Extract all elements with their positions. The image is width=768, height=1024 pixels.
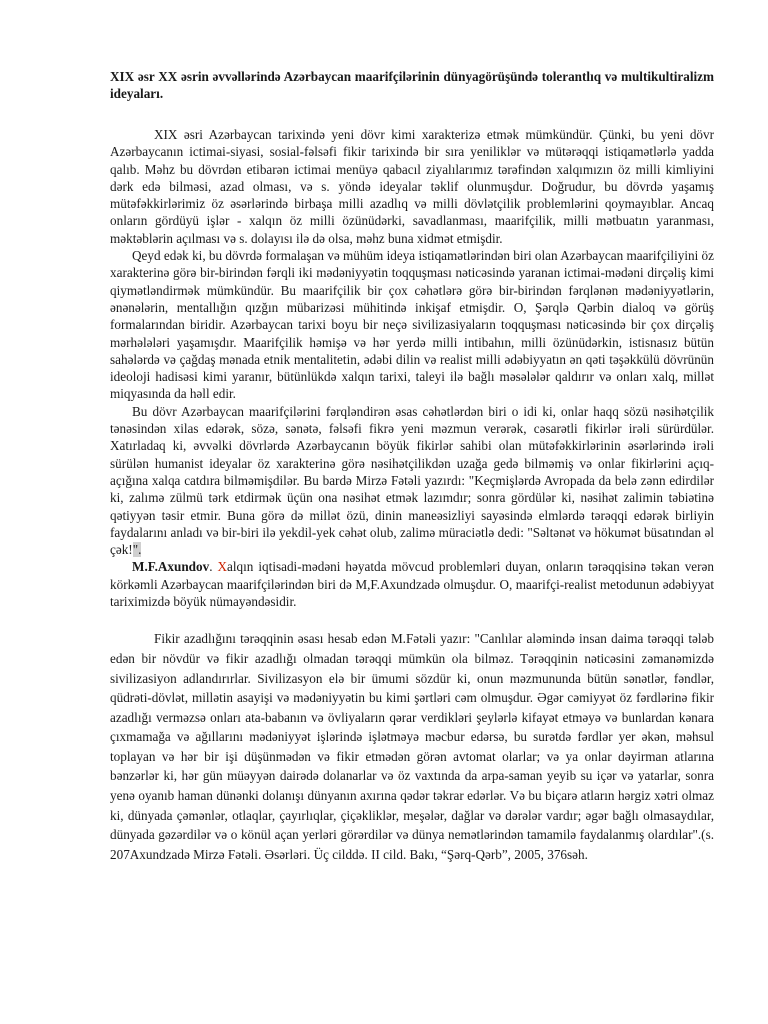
- document-title: XIX əsr XX əsrin əvvəllərində Azərbaycan maarifçilərinin dünyagörüşündə tolerantlıq və multikultiralizm ideyaları.: [110, 69, 714, 101]
- paragraph-3-text: Bu dövr Azərbaycan maarifçilərini fərqləndirən əsas cəhətlərdən biri o idi ki, onlar haqq sözü nəsihətçilik tənəsindən xilas edərək, sözə, sənətə, fəlsəfi fikrə yeni məzmun verərək, cəsarətli fikirlər irəli sürürdülər. Xatırladaq ki, əvvəlki dövrlərdə Azərbaycanın böyük fikirlər sahibi olan mütəfəkkirlərinin əsərlərində irəli sürülən humanist ideyalar öz xarakterinə görə nəsihətçilikdən uzağa gedə bilməmiş və onlar fikirlərini açıq-açığına xalqa catdıra bilməmişdilər. Bu bardə Mirzə Fətəli yazırdı: "Keçmişlərdə Avropada da belə zənn edirdilər ki, zalımə zülmü tərk etdirmək üçün ona nəsihət etmək lazımdır; sonra gördülər ki, nəsihət zalimin təbiətinə qətiyyən təsir etmir. Buna görə də millət özü, dinin maneəsizliyi sayəsində elmlərdə tərəqqi edərək birliyin faydalarını anladı və bir-biri ilə yekdil-yek cəhət olub, zalimə müraciətlə dedi: "Səltənət və hökumət büsatından əl çək!: [110, 403, 714, 558]
- document-page: [110, 68, 714, 864]
- author-name: M.F.Axundov: [132, 559, 210, 575]
- paragraph-4: M.F.Axundov. Xalqın iqtisadi-mədəni həyatda mövcud problemləri duyan, onların tərəqqisinə təkan verən körkəmli Azərbaycan maarifçilərindən biri də M,F.Axundzadə olmuşdur. O, maarifçi-realist metodunun ədəbiyyat tariximizdə böyük nümayəndəsidir.: [110, 559, 714, 610]
- red-initial: X: [217, 559, 228, 575]
- paragraph-5: Fikir azadlığını tərəqqinin əsası hesab edən M.Fətəli yazır: "Canlılar aləmində insan daima tərəqqi tələb edən bir növdür və fikir azadlığı olmadan tərəqqi mümkün ola bilməz. Tərəqqinin nəticəsini zəmanəmizdə sivilizasiyon adlandırırlar. Sivilizasyon elə bir ümumi sözdür ki, onun məzmununda bütün sənətlər, fəndlər, qüdrəti-dövlət, millətin asayişi və mədəniyyətin bu kimi şərtləri cəm olmuşdur. Əgər cəmiyyət öz fərdlərinə fikir azadlığı verməzsə onları ata-babanın və övliyaların qərar verdikləri şeylərlə kifayət etməyə və bunlardan kənara çıxmamağa və ağıllarını mədəniyyət işlərində işlətməyə məcbur edərsə, bu surətdə fərdlər yer əkən, məhsul toplayan və hər bir işi düşünmədən və fikir etmədən görən avtomat olarlar; və ya onlar dəyirman atlarına bənzərlər ki, hər gün müəyyən dairədə dolanarlar və öz vaxtında da arpa-saman yeyib su içər və yatarlar, sonra yenə oyanıb haman dünənki dolanışı dünyanın axırına qədər təkrar edərlər. Və bu biçarə atların hərgiz xətri olmaz ki, dünyada çəmənlər, otlaqlar, çayırlıqlar, çiçəkliklər, meşələr, dağlar və dərələr vardır; əgər bağlı olmasaydılar, dünyada gəzərdilər və o könül açan yerləri görərdilər və dünya nemətlərindən tamamilə faydalanmış olardılar".(s. 207Axundzadə Mirzə Fətəli. Əsərləri. Üç cilddə. II cild. Bakı, “Şərq-Qərb”, 2005, 376səh.: [110, 631, 714, 862]
- paragraph-3-highlight: ".: [132, 542, 142, 558]
- paragraph-4-text: alqın iqtisadi-mədəni həyatda mövcud problemləri duyan, onların tərəqqisinə təkan verən körkəmli Azərbaycan maarifçilərindən biri də M,F.Axundzadə olmuşdur. O, maarifçi-realist metodunun ədəbiyyat tariximizdə böyük nümayəndəsidir.: [110, 559, 714, 610]
- paragraph-2: Qeyd edək ki, bu dövrdə formalaşan və mühüm ideya istiqamətlərindən biri olan Azərbaycan maarifçiliyini öz xarakterinə görə bir-birindən fərqli iki mədəniyyətin toqquşması nəticəsində yaranan ictimai-mədəni dirçəliş kimi qiymətləndirmək mümkündür. Bu maarifçilik bir çox cəhətlərə görə bir-birindən fərqlənən mədəniyyətlərin, ənənələrin, mentallığın qızğın mübarizəsi mühitində inkişaf etmişdir. O, Şərqlə Qərbin dialoq və görüş formalarından biridir. Azərbaycan tarixi boyu bir neçə sivilizasiyaların toqquşması nəticəsində bir çox dirçəliş mərhələləri yaşamışdır. Maarifçilik həmişə və hər yerdə milli intibahın, milli özünüdərkin, istisnasız bütün sahələrdə və çağdaş mənada etnik mentalitetin, ədəbi dilin və realist milli ədəbiyyatın ən qəti təşəkkülü dövrünün ideoloji hadisəsi kimi yaranır, bütünlükdə xalqın tarixi, taleyi ilə bağlı məsələlər qaldırır və onları xalq, millət miqyasında da həll edir.: [110, 248, 714, 402]
- paragraph-1: XIX əsri Azərbaycan tarixində yeni dövr kimi xarakterizə etmək mümkündür. Çünki, bu yeni dövr Azərbaycanın ictimai-siyasi, sosial-fəlsəfi fikir tarixində bir sıra yeniliklər və mütərəqqi istiqamətlərlə yadda qalıb. Məhz bu dövrdən etibarən ictimai menüyə qabacıl ziyalılarımız tərəfindən xalqımızın öz milli kimliyini dərk edə bilməsi, azad olması, və s. yöndə ideyalar təklif olunmuşdur. Doğrudur, bu dövrdə yaşamış mütəfəkkirlərimiz öz əsərlərində birbaşa milli azadlıq və milli dövlətçilik problemlərini qoymayıblar. Ancaq onların gördüyü işlər - xalqın öz milli özünüdərki, savadlanması, maarifçilik, milli mətbuatın yaranması, məktəblərin açılması və s. dolayısı ilə də olsa, məhz buna xidmət etmişdir.: [110, 127, 714, 246]
- paragraph-3: [110, 403, 714, 559]
